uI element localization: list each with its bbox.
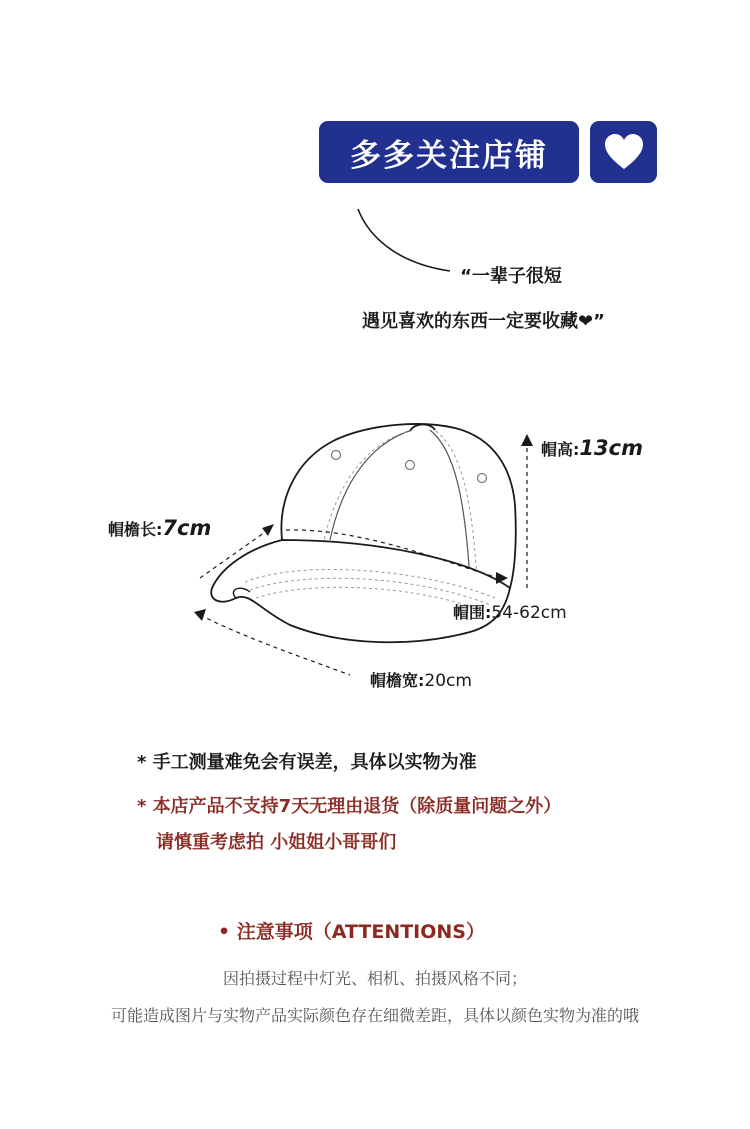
quote-line-2: 遇见喜欢的东西一定要收藏❤” bbox=[362, 311, 605, 332]
follow-store-button[interactable]: 多多关注店铺 bbox=[319, 121, 579, 183]
attentions-line-1: 因拍摄过程中灯光、相机、拍摄风格不同； bbox=[222, 969, 527, 988]
brim-length-value: 7cm bbox=[162, 516, 212, 540]
return-policy-note: * 本店产品不支持7天无理由退货（除质量问题之外） bbox=[137, 796, 562, 817]
brim-width-value: 20cm bbox=[424, 671, 472, 691]
attentions-title: • 注意事项（ATTENTIONS） bbox=[218, 921, 485, 943]
cap-diagram bbox=[0, 380, 750, 710]
measurement-note: * 手工测量难免会有误差，具体以实物为准 bbox=[137, 752, 477, 773]
circumference-label: 帽围:54-62cm bbox=[453, 603, 567, 623]
cap-height-value: 13cm bbox=[579, 436, 643, 460]
quote-line-1: “一辈子很短 bbox=[460, 266, 562, 287]
brim-length-label: 帽檐长:7cm bbox=[108, 516, 212, 540]
quote-pointer-curve bbox=[350, 205, 460, 280]
attentions-line-2: 可能造成图片与实物产品实际颜色存在细微差距，具体以颜色实物为准的哦 bbox=[110, 1006, 639, 1025]
return-policy-note-2: 请慎重考虑拍 小姐姐小哥哥们 bbox=[156, 832, 397, 853]
circumference-value: 54-62cm bbox=[491, 603, 567, 623]
cap-height-label: 帽高:13cm bbox=[541, 436, 643, 460]
favorite-button[interactable] bbox=[590, 121, 657, 183]
heart-icon bbox=[603, 133, 645, 171]
brim-width-label: 帽檐宽:20cm bbox=[370, 671, 472, 691]
